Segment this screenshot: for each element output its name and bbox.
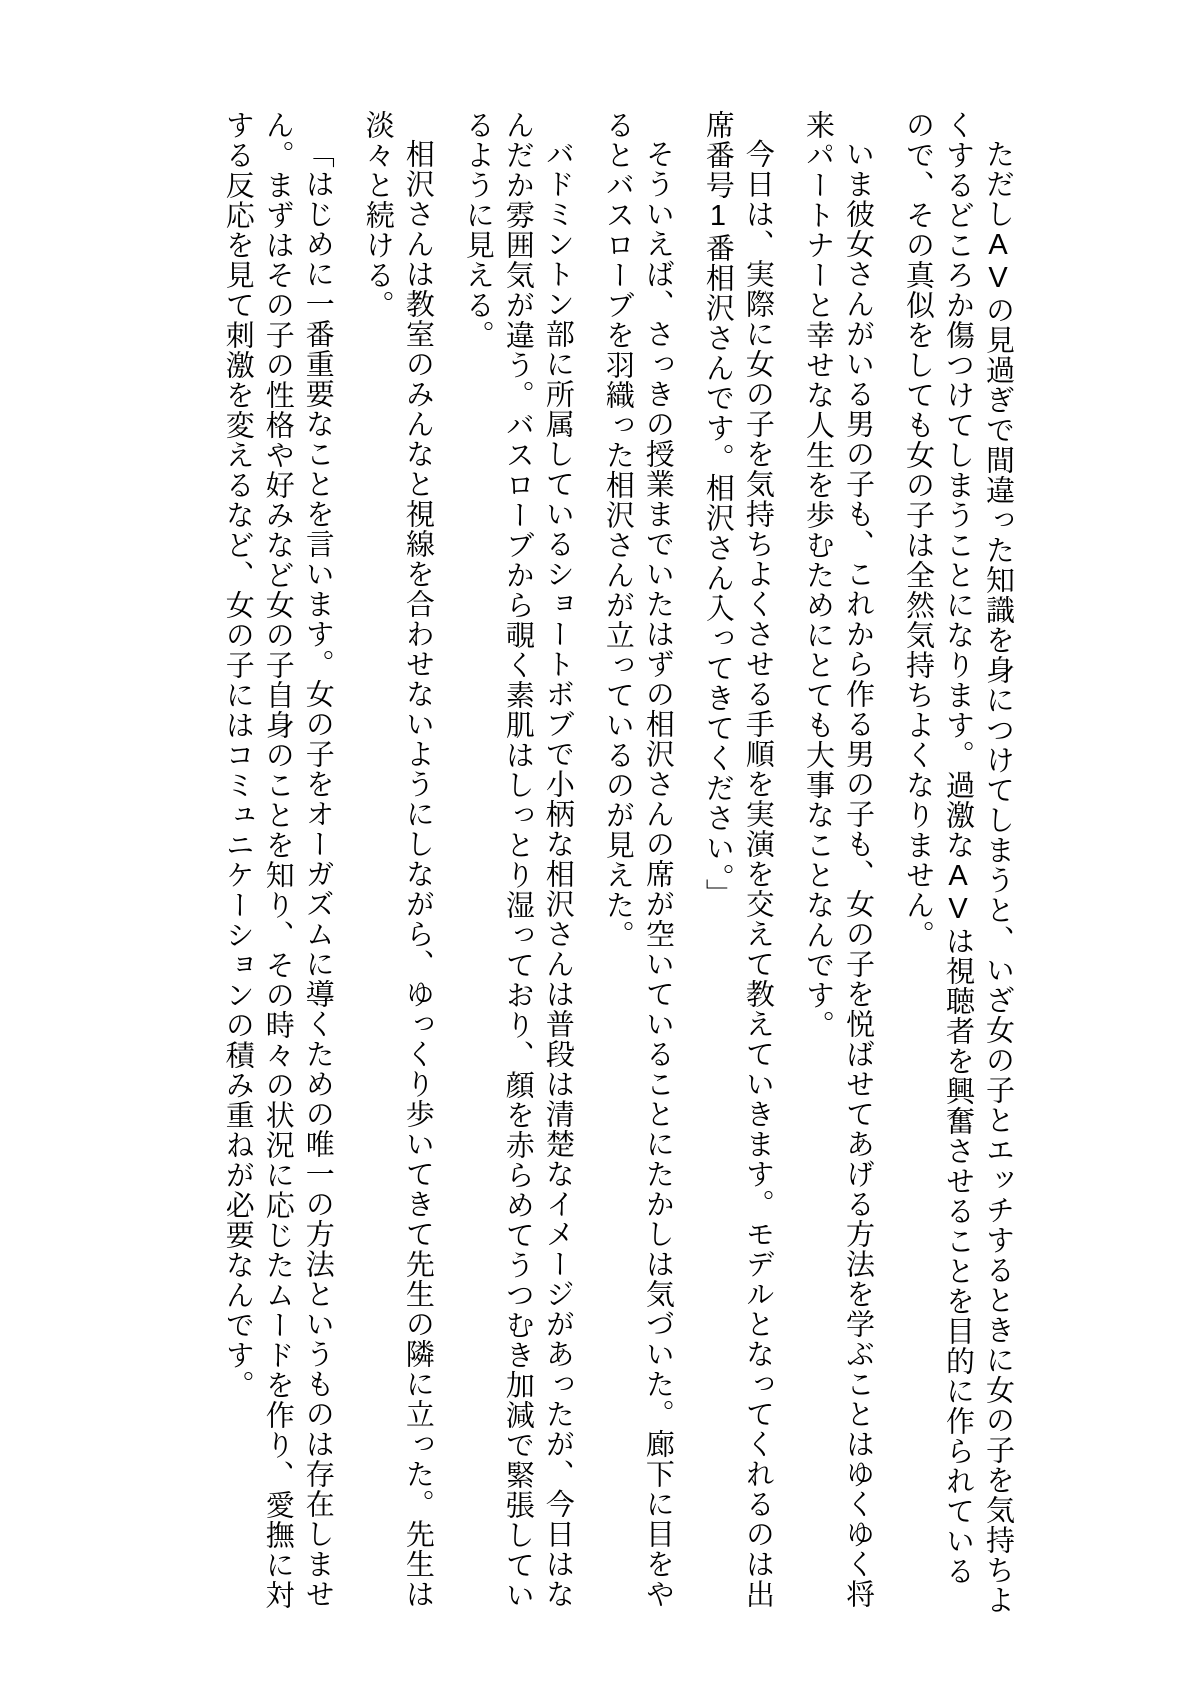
paragraph-4: そういえば、さっきの授業までいたはずの相沢さんの席が空いていることにたかしは気づいた。廊下に目をやるとバスローブを羽織った相沢さんが立っているのが見えた。: [601, 110, 674, 1609]
paragraph-1: ただしAVの見過ぎで間違った知識を身につけてしまうと、いざ女の子とエッチするときに女の子を気持ちよくするどころか傷つけてしまうことになります。過激なAVは視聴者を興奮させることを目的に作られているので、その真似をしても女の子は全然気持ちよくなりません。: [901, 110, 1014, 1615]
paragraph-2: いま彼女さんがいる男の子も、これから作る男の子も、女の子を悦ばせてあげる方法を学ぶことはゆくゆく将来パートナーと幸せな人生を歩むためにとても大事なことなんです。: [801, 110, 874, 1609]
vertical-text-block: [168, 110, 1018, 1615]
paragraph-7: 「はじめに一番重要なことを言います。女の子をオーガズムに導くための唯一の方法というものは存在しません。まずはその子の性格や好みなど女の子自身のことを知り、その時々の状況に応じたムードを作り、愛撫に対する反応を見て刺激を変えるなど、女の子にはコミュニケーションの積み重ねが必要なんです。: [221, 110, 334, 1610]
paragraph-5: バドミントン部に所属しているショートボブで小柄な相沢さんは普段は清楚なイメージがあったが、今日はなんだか雰囲気が違う。バスローブから覗く素肌はしっとり湿っており、顔を赤らめてうつむき加減で緊張しているように見える。: [461, 110, 574, 1610]
paragraph-6: 相沢さんは教室のみんなと視線を合わせないようにしながら、ゆっくり歩いてきて先生の隣に立った。先生は淡々と続ける。: [361, 110, 434, 1609]
paragraph-3: 今日は、実際に女の子を気持ちよくさせる手順を実演を交えて教えていきます。モデルとなってくれるのは出席番号1番相沢さんです。相沢さん入ってきてください。」: [701, 110, 774, 1609]
